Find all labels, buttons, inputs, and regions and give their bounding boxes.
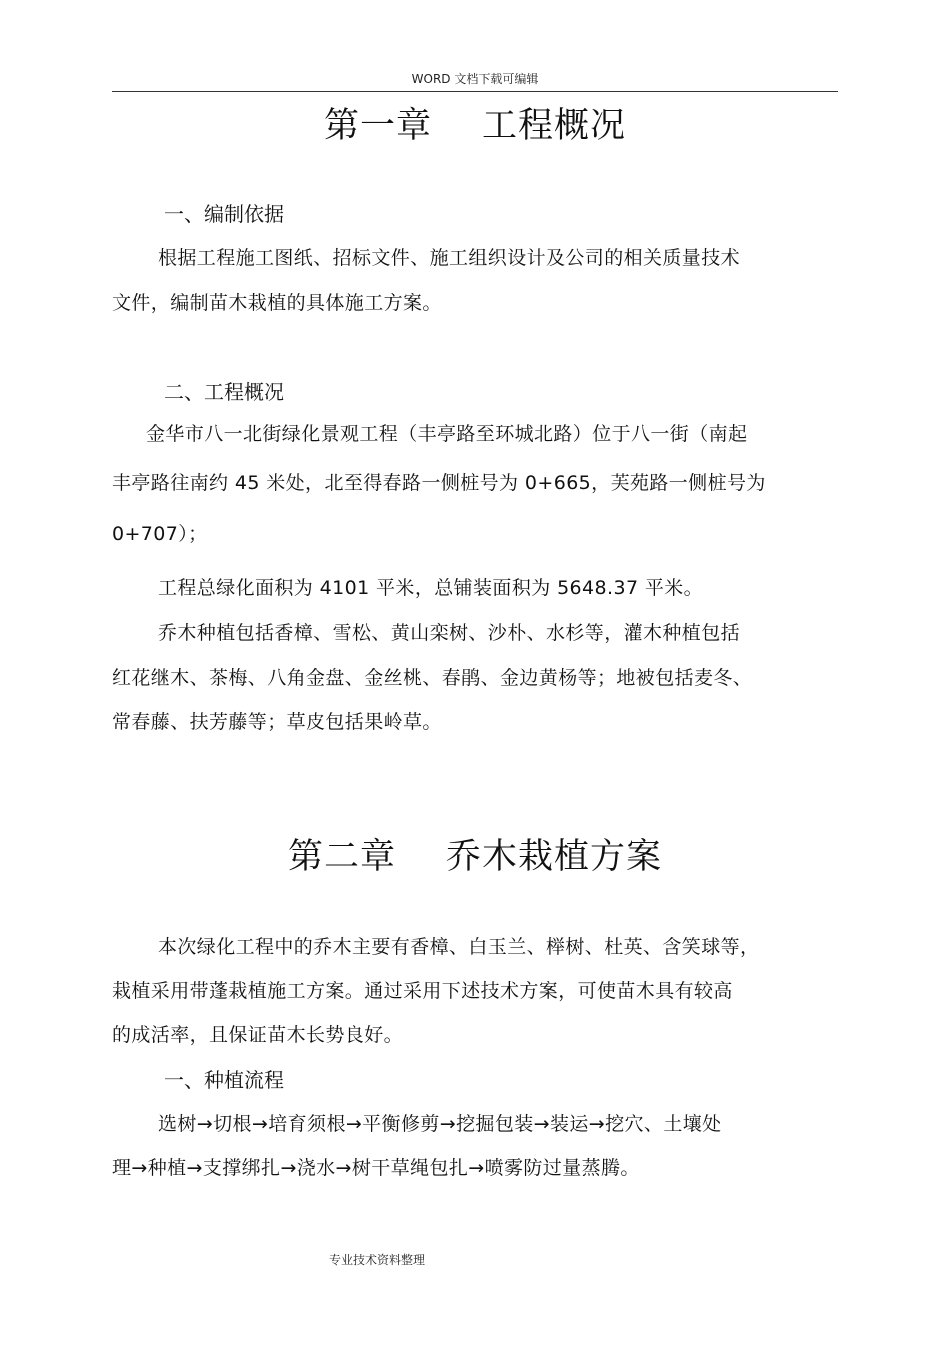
paragraph-line: 栽植采用带蓬栽植施工方案。通过采用下述技术方案，可使苗木具有较高 bbox=[112, 980, 733, 1002]
section-heading: 一、编制依据 bbox=[164, 202, 284, 226]
chapter-2-number: 第二章 bbox=[287, 837, 396, 877]
paragraph-line: 理→种植→支撑绑扎→浇水→树干草绳包扎→喷雾防过量蒸腾。 bbox=[112, 1157, 640, 1179]
paragraph-line: 工程总绿化面积为 4101 平米，总铺装面积为 5648.37 平米。 bbox=[158, 577, 704, 599]
paragraph-line: 金华市八一北街绿化景观工程（丰亭路至环城北路）位于八一街（南起 bbox=[146, 423, 748, 445]
paragraph-line: 的成活率，且保证苗木长势良好。 bbox=[112, 1024, 404, 1046]
paragraph-line: 红花继木、茶梅、八角金盘、金丝桃、春鹃、金边黄杨等；地被包括麦冬、 bbox=[112, 667, 753, 689]
chapter-2-title: 乔木栽植方案 bbox=[446, 837, 663, 877]
chapter-1-title: 工程概况 bbox=[482, 106, 627, 146]
section-heading: 一、种植流程 bbox=[164, 1068, 284, 1092]
paragraph-line: 常春藤、扶芳藤等；草皮包括果岭草。 bbox=[112, 711, 442, 733]
section-heading: 二、工程概况 bbox=[164, 380, 284, 404]
page-header: WORD 文档下载可编辑 bbox=[411, 72, 539, 86]
page-footer: 专业技术资料整理 bbox=[329, 1253, 426, 1267]
header-rule bbox=[112, 91, 838, 92]
chapter-1-heading bbox=[0, 98, 950, 148]
chapter-1-number: 第一章 bbox=[323, 106, 432, 146]
paragraph-line: 根据工程施工图纸、招标文件、施工组织设计及公司的相关质量技术 bbox=[158, 247, 741, 269]
paragraph-line: 文件，编制苗木栽植的具体施工方案。 bbox=[112, 292, 442, 314]
paragraph-line: 丰亭路往南约 45 米处，北至得春路一侧桩号为 0+665，芙苑路一侧桩号为 bbox=[112, 472, 766, 494]
paragraph-line: 本次绿化工程中的乔木主要有香樟、白玉兰、榉树、杜英、含笑球等， bbox=[158, 936, 760, 958]
paragraph-line: 选树→切根→培育须根→平衡修剪→挖掘包装→装运→挖穴、土壤处 bbox=[158, 1113, 722, 1135]
paragraph-line: 乔木种植包括香樟、雪松、黄山栾树、沙朴、水杉等，灌木种植包括 bbox=[158, 622, 741, 644]
paragraph-line: 0+707）； bbox=[112, 523, 208, 545]
chapter-2-heading bbox=[0, 829, 950, 879]
